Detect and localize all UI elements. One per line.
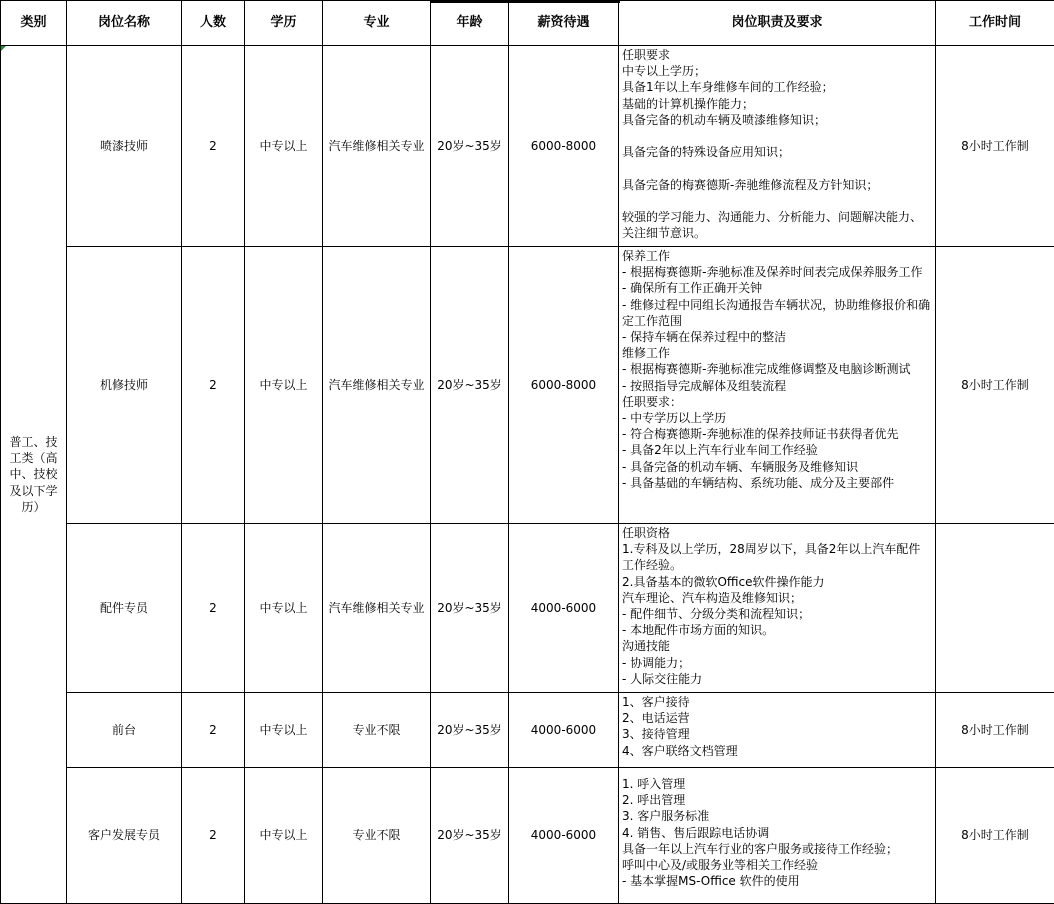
duty-line: 2.具备基本的微软Office软件操作能力 — [622, 574, 825, 589]
duty-line: 任职要求 — [622, 48, 671, 62]
duty-line — [622, 128, 932, 144]
cell-marker-corner — [1, 46, 6, 51]
major-cell: 汽车维修相关专业 — [323, 524, 431, 693]
duty-line: - 配件细节、分级分类和流程知识； — [622, 607, 811, 622]
education-cell: 中专以上 — [245, 524, 323, 693]
count-cell: 2 — [182, 693, 245, 768]
major-cell: 专业不限 — [323, 768, 431, 904]
position-cell: 客户发展专员 — [67, 768, 182, 904]
duty-line: - 具备2年以上汽车行业车间工作经验 — [622, 443, 818, 458]
age-cell: 20岁~35岁 — [431, 46, 509, 247]
duty-line — [622, 193, 932, 209]
duty-line: 汽车理论、汽车构造及维修知识； — [622, 590, 803, 605]
duty-line: 具备完备的梅赛德斯-奔驰维修流程及方针知识； — [622, 177, 879, 192]
salary-cell: 4000-6000 — [509, 524, 619, 693]
header-duties: 岗位职责及要求 — [619, 1, 936, 46]
position-cell: 机修技师 — [67, 247, 182, 524]
duty-line: - 根据梅赛德斯-奔驰标准完成维修调整及电脑诊断测试 — [622, 362, 911, 377]
education-cell: 中专以上 — [245, 46, 323, 247]
duty-line: - 确保所有工作正确开关钟 — [622, 281, 763, 296]
duty-line: 3、接待管理 — [622, 727, 690, 742]
work-time-cell — [936, 524, 1054, 693]
work-time-cell: 8小时工作制 — [936, 768, 1054, 904]
count-cell: 2 — [182, 768, 245, 904]
work-time-cell: 8小时工作制 — [936, 693, 1054, 768]
age-cell: 20岁~35岁 — [431, 693, 509, 768]
header-category: 类别 — [1, 1, 67, 46]
salary-cell: 4000-6000 — [509, 693, 619, 768]
age-cell: 20岁~35岁 — [431, 768, 509, 904]
duty-line: 3. 客户服务标准 — [622, 809, 710, 824]
count-cell: 2 — [182, 524, 245, 693]
duty-line: 任职资格 — [622, 526, 671, 540]
education-cell: 中专以上 — [245, 693, 323, 768]
duty-line: 具备一年以上汽车行业的客户服务或接待工作经验； — [622, 841, 899, 856]
duties-cell — [619, 46, 936, 247]
duty-line: 4、客户联络文档管理 — [622, 743, 738, 758]
work-time-cell: 8小时工作制 — [936, 247, 1054, 524]
count-cell: 2 — [182, 46, 245, 247]
duties-cell — [619, 768, 936, 904]
duty-line: - 协调能力； — [622, 655, 691, 670]
duty-line: 呼叫中心及/或服务业等相关工作经验 — [622, 858, 819, 873]
header-count: 人数 — [182, 1, 245, 46]
major-cell: 专业不限 — [323, 693, 431, 768]
salary-cell: 6000-8000 — [509, 46, 619, 247]
duty-line: 中专以上学历； — [622, 64, 707, 79]
duty-line: 1、客户接待 — [622, 695, 690, 709]
duty-line: 保养工作 — [622, 249, 671, 263]
table-row — [1, 693, 1054, 768]
salary-cell: 6000-8000 — [509, 247, 619, 524]
age-cell: 20岁~35岁 — [431, 524, 509, 693]
duty-line: - 具备基础的车辆结构、系统功能、成分及主要部件 — [622, 475, 895, 490]
duty-line: - 具备完备的机动车辆、车辆服务及维修知识 — [622, 459, 859, 474]
table-row — [1, 768, 1054, 904]
duty-line: - 中专学历以上学历 — [622, 411, 727, 426]
duties-cell — [619, 247, 936, 524]
duty-line: 沟通技能 — [622, 639, 671, 654]
duty-line: 具备完备的特殊设备应用知识； — [622, 145, 791, 160]
duty-line: 基础的计算机操作能力； — [622, 96, 755, 111]
header-salary: 薪资待遇 — [509, 1, 619, 46]
header-age: 年龄 — [431, 1, 509, 46]
duty-line: 具备完备的机动车辆及喷漆维修知识； — [622, 112, 827, 127]
duty-line: - 人际交往能力 — [622, 671, 703, 686]
duty-line: - 按照指导完成解体及组装流程 — [622, 378, 787, 393]
duty-line: - 根据梅赛德斯-奔驰标准及保养时间表完成保养服务工作 — [622, 265, 923, 280]
education-cell: 中专以上 — [245, 768, 323, 904]
major-cell: 汽车维修相关专业 — [323, 247, 431, 524]
duty-line: 具备1年以上车身维修车间的工作经验； — [622, 80, 834, 95]
duty-line: 任职要求： — [622, 394, 683, 409]
header-work-time: 工作时间 — [936, 1, 1054, 46]
duties-cell — [619, 524, 936, 693]
work-time-cell: 8小时工作制 — [936, 46, 1054, 247]
header-row — [1, 1, 1054, 46]
duty-line: - 基本掌握MS-Office 软件的使用 — [622, 874, 800, 889]
duty-line: - 维修过程中同组长沟通报告车辆状况，协助维修报价和确定工作范围 — [622, 297, 931, 328]
education-cell: 中专以上 — [245, 247, 323, 524]
duty-line: - 保持车辆在保养过程中的整洁 — [622, 330, 787, 345]
duty-line: 维修工作 — [622, 346, 671, 361]
position-cell: 前台 — [67, 693, 182, 768]
table-row — [1, 524, 1054, 693]
header-education: 学历 — [245, 1, 323, 46]
position-cell: 配件专员 — [67, 524, 182, 693]
duty-line: - 符合梅赛德斯-奔驰标准的保养技师证书获得者优先 — [622, 427, 899, 442]
table-row — [1, 247, 1054, 524]
duty-line: 较强的学习能力、沟通能力、分析能力、问题解决能力、关注细节意识。 — [622, 210, 923, 241]
duty-line — [622, 160, 932, 176]
duty-line: 1.专科及以上学历，28周岁以下，具备2年以上汽车配件工作经验。 — [622, 542, 921, 573]
header-major: 专业 — [323, 1, 431, 46]
position-cell: 喷漆技师 — [67, 46, 182, 247]
duty-line: - 本地配件市场方面的知识。 — [622, 623, 775, 638]
salary-cell: 4000-6000 — [509, 768, 619, 904]
table-row — [1, 46, 1054, 247]
duty-line: 2. 呼出管理 — [622, 793, 686, 808]
duty-line: 2、电话运营 — [622, 711, 690, 726]
category-cell: 普工、技工类（高中、技校及以下学历） — [1, 46, 67, 904]
header-position: 岗位名称 — [67, 1, 182, 46]
duties-cell — [619, 693, 936, 768]
duty-line: 1. 呼入管理 — [622, 777, 686, 791]
major-cell: 汽车维修相关专业 — [323, 46, 431, 247]
count-cell: 2 — [182, 247, 245, 524]
age-cell: 20岁~35岁 — [431, 247, 509, 524]
duty-line: 4. 销售、售后跟踪电话协调 — [622, 825, 770, 840]
